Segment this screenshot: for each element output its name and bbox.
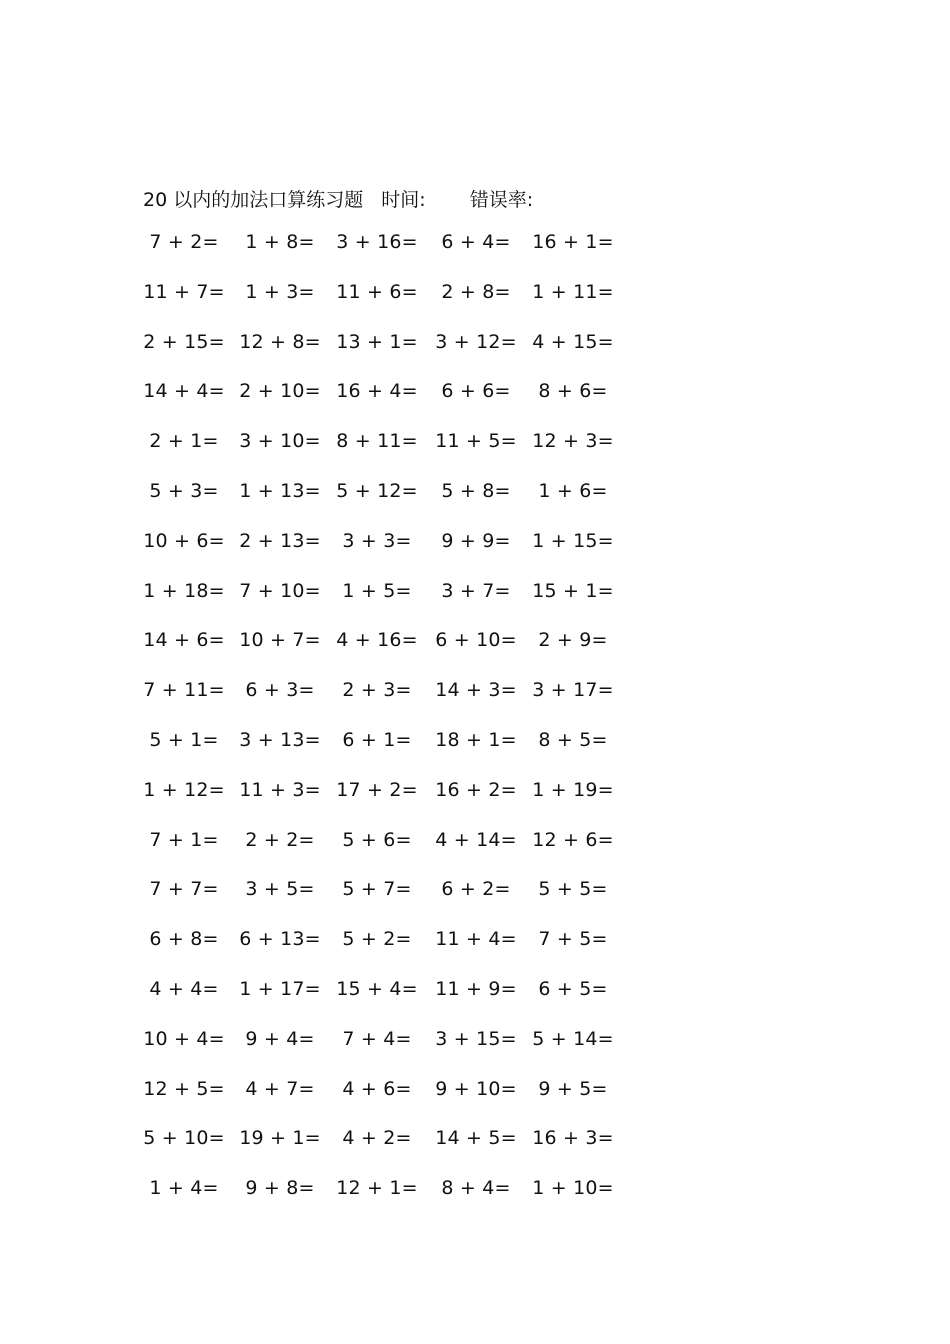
problem-item: 3 + 15= (435, 1027, 517, 1050)
problem-item: 6 + 6= (441, 380, 511, 403)
problem-row (0, 878, 950, 928)
problem-item: 6 + 13= (239, 928, 321, 951)
problem-item: 4 + 15= (532, 330, 614, 353)
problem-item: 12 + 6= (532, 828, 614, 851)
problem-item: 9 + 8= (245, 1177, 315, 1200)
problem-item: 12 + 3= (532, 430, 614, 453)
problem-item: 4 + 16= (336, 629, 418, 652)
problem-item: 4 + 4= (149, 977, 219, 1000)
problem-row (0, 1078, 950, 1128)
problem-row (0, 430, 950, 480)
problem-item: 2 + 1= (149, 430, 219, 453)
problem-item: 14 + 4= (143, 380, 225, 403)
problem-row (0, 729, 950, 779)
problem-row (0, 1177, 950, 1227)
problem-item: 8 + 5= (538, 728, 608, 751)
problem-item: 6 + 3= (245, 679, 315, 702)
problem-item: 6 + 4= (441, 231, 511, 253)
problem-item: 5 + 1= (149, 728, 219, 751)
problem-row (0, 679, 950, 729)
problem-item: 8 + 6= (538, 380, 608, 403)
problem-item: 11 + 4= (435, 928, 517, 951)
problem-row (0, 380, 950, 430)
problem-item: 3 + 3= (342, 529, 412, 552)
problem-item: 10 + 7= (239, 629, 321, 652)
problem-item: 5 + 14= (532, 1027, 614, 1050)
problem-item: 1 + 12= (143, 778, 225, 801)
problem-item: 12 + 5= (143, 1077, 225, 1100)
problem-item: 9 + 4= (245, 1027, 315, 1050)
problem-item: 4 + 14= (435, 828, 517, 851)
problem-item: 9 + 10= (435, 1077, 517, 1100)
problem-item: 11 + 6= (336, 280, 418, 303)
problem-row (0, 530, 950, 580)
problem-item: 7 + 11= (143, 679, 225, 702)
problem-item: 3 + 16= (336, 231, 418, 253)
problem-item: 11 + 9= (435, 977, 517, 1000)
problem-item: 6 + 8= (149, 928, 219, 951)
problem-item: 1 + 17= (239, 977, 321, 1000)
problem-item: 7 + 7= (149, 878, 219, 901)
problem-item: 16 + 2= (435, 778, 517, 801)
problem-item: 1 + 11= (532, 280, 614, 303)
problem-item: 5 + 7= (342, 878, 412, 901)
problem-row (0, 978, 950, 1028)
problem-item: 1 + 5= (342, 579, 412, 602)
problem-row (0, 281, 950, 331)
problem-item: 1 + 13= (239, 479, 321, 502)
error-rate-label: 错误率: (469, 189, 534, 211)
problem-item: 18 + 1= (435, 728, 517, 751)
problem-row (0, 779, 950, 829)
problem-item: 3 + 7= (441, 579, 511, 602)
problem-row (0, 1127, 950, 1177)
problem-row (0, 231, 950, 281)
problem-item: 6 + 1= (342, 728, 412, 751)
problem-item: 5 + 10= (143, 1127, 225, 1150)
problem-item: 5 + 8= (441, 479, 511, 502)
problem-item: 16 + 4= (336, 380, 418, 403)
problem-row (0, 629, 950, 679)
problem-item: 8 + 4= (441, 1177, 511, 1200)
problem-item: 8 + 11= (336, 430, 418, 453)
problem-row (0, 331, 950, 381)
problem-item: 3 + 12= (435, 330, 517, 353)
time-label: 时间: (381, 189, 426, 211)
problem-item: 3 + 10= (239, 430, 321, 453)
problem-row (0, 928, 950, 978)
problem-item: 13 + 1= (336, 330, 418, 353)
problem-item: 1 + 3= (245, 280, 315, 303)
problem-item: 2 + 13= (239, 529, 321, 552)
problem-item: 6 + 5= (538, 977, 608, 1000)
problem-item: 7 + 5= (538, 928, 608, 951)
problem-item: 1 + 15= (532, 529, 614, 552)
problem-item: 5 + 6= (342, 828, 412, 851)
problem-item: 4 + 7= (245, 1077, 315, 1100)
problem-item: 7 + 4= (342, 1027, 412, 1050)
problem-item: 2 + 8= (441, 280, 511, 303)
problem-item: 12 + 1= (336, 1177, 418, 1200)
problem-item: 19 + 1= (239, 1127, 321, 1150)
problem-item: 1 + 10= (532, 1177, 614, 1200)
problem-row (0, 829, 950, 879)
problem-item: 1 + 19= (532, 778, 614, 801)
problem-item: 2 + 15= (143, 330, 225, 353)
problem-row (0, 1028, 950, 1078)
problem-item: 14 + 5= (435, 1127, 517, 1150)
problem-item: 5 + 2= (342, 928, 412, 951)
problem-item: 14 + 3= (435, 679, 517, 702)
problem-item: 1 + 6= (538, 479, 608, 502)
problem-item: 6 + 10= (435, 629, 517, 652)
problem-row (0, 580, 950, 630)
problem-item: 3 + 13= (239, 728, 321, 751)
problem-item: 17 + 2= (336, 778, 418, 801)
problem-item: 2 + 2= (245, 828, 315, 851)
problem-item: 5 + 3= (149, 479, 219, 502)
problem-item: 4 + 2= (342, 1127, 412, 1150)
problem-item: 7 + 10= (239, 579, 321, 602)
problem-item: 16 + 1= (532, 231, 614, 253)
problem-item: 2 + 9= (538, 629, 608, 652)
problem-item: 14 + 6= (143, 629, 225, 652)
problem-item: 4 + 6= (342, 1077, 412, 1100)
problem-item: 12 + 8= (239, 330, 321, 353)
problem-item: 7 + 1= (149, 828, 219, 851)
problem-item: 1 + 18= (143, 579, 225, 602)
problem-item: 15 + 4= (336, 977, 418, 1000)
problem-row (0, 480, 950, 530)
problem-grid (0, 231, 950, 1227)
problem-item: 1 + 8= (245, 231, 315, 253)
problem-item: 10 + 4= (143, 1027, 225, 1050)
problem-item: 9 + 5= (538, 1077, 608, 1100)
problem-item: 3 + 5= (245, 878, 315, 901)
problem-item: 16 + 3= (532, 1127, 614, 1150)
worksheet-header (143, 185, 533, 212)
problem-item: 9 + 9= (441, 529, 511, 552)
problem-item: 1 + 4= (149, 1177, 219, 1200)
problem-item: 11 + 7= (143, 280, 225, 303)
problem-item: 3 + 17= (532, 679, 614, 702)
problem-item: 2 + 3= (342, 679, 412, 702)
problem-item: 11 + 3= (239, 778, 321, 801)
problem-item: 5 + 5= (538, 878, 608, 901)
worksheet-title: 20 以内的加法口算练习题 (143, 189, 364, 211)
problem-item: 11 + 5= (435, 430, 517, 453)
problem-item: 7 + 2= (149, 231, 219, 253)
problem-item: 6 + 2= (441, 878, 511, 901)
problem-item: 15 + 1= (532, 579, 614, 602)
problem-item: 2 + 10= (239, 380, 321, 403)
problem-item: 5 + 12= (336, 479, 418, 502)
problem-item: 10 + 6= (143, 529, 225, 552)
